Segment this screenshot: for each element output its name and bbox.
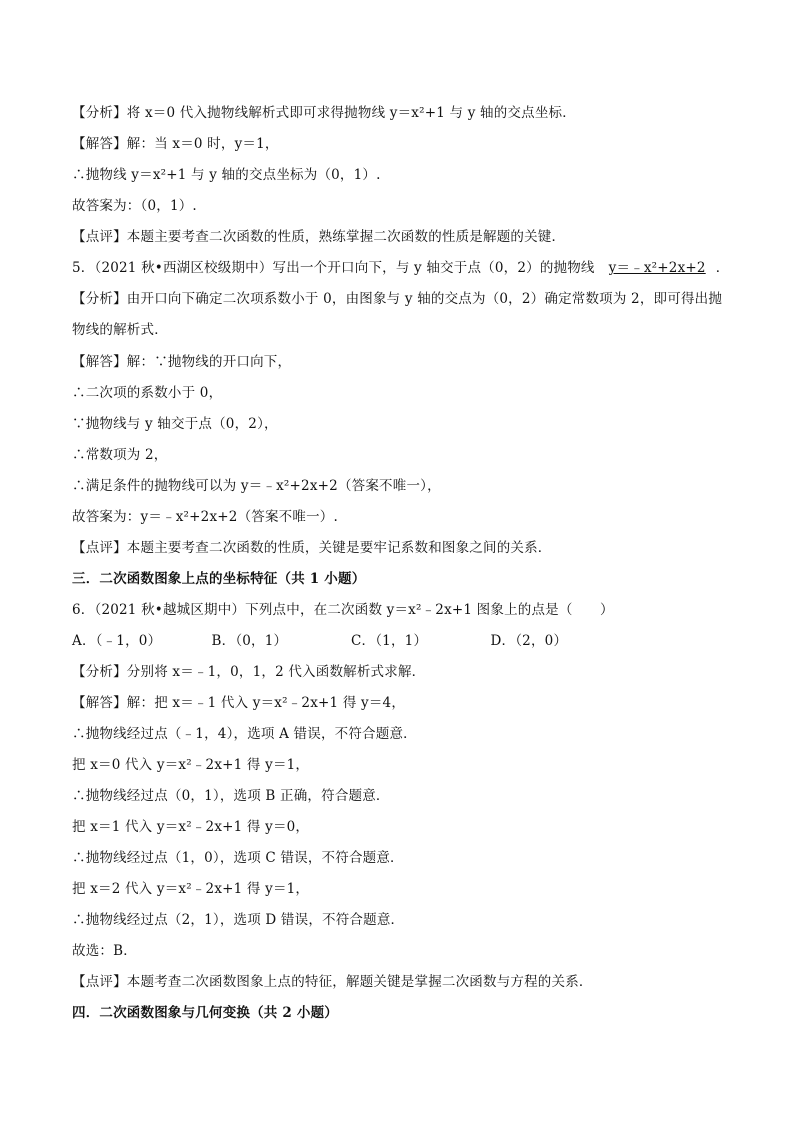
text-line: ∴抛物线 y＝x²+1 与 y 轴的交点坐标为（0，1）. bbox=[72, 167, 381, 183]
section-heading: 四．二次函数图象与几何变换（共 2 小题） bbox=[72, 1005, 338, 1021]
text-line: 物线的解析式． bbox=[72, 322, 168, 338]
text-line: 6．（2021 秋•越城区期中）下列点中，在二次函数 y＝x²﹣2x+1 图象上的点是（ ） bbox=[72, 602, 614, 618]
q6-options-row bbox=[72, 631, 734, 651]
text-line: 故答案为：（0，1）. bbox=[72, 198, 197, 214]
text-line: 【解答】解：当 x＝0 时，y＝1， bbox=[72, 136, 279, 152]
option-a: A．（﹣1，0） bbox=[72, 633, 162, 649]
text-line: 【分析】将 x＝0 代入抛物线解析式即可求得抛物线 y＝x²+1 与 y 轴的交点坐标． bbox=[72, 105, 576, 121]
text-line bbox=[72, 258, 734, 278]
text-line: 把 x＝2 代入 y＝x²﹣2x+1 得 y＝1， bbox=[72, 881, 310, 897]
text-line: 故答案为：y＝﹣x²+2x+2（答案不唯一）. bbox=[72, 509, 338, 525]
text-line: 【解答】解：∵抛物线的开口向下， bbox=[72, 354, 292, 370]
text-line: ∴抛物线经过点（0，1），选项 B 正确，符合题意． bbox=[72, 788, 390, 804]
option-d: D．（2，0） bbox=[490, 633, 568, 649]
text-line: 【解答】解：把 x＝﹣1 代入 y＝x²﹣2x+1 得 y＝4， bbox=[72, 695, 406, 711]
text-line: 【分析】分别将 x＝﹣1，0，1，2 代入函数解析式求解． bbox=[72, 664, 426, 680]
text-line: 【分析】由开口向下确定二次项系数小于 0，由图象与 y 轴的交点为（0，2）确定常数项为 2，即可得出抛 bbox=[72, 291, 723, 307]
option-b: B．（0，1） bbox=[211, 633, 288, 649]
q5-stem: 5．（2021 秋•西湖区校级期中）写出一个开口向下，与 y 轴交于点（0，2）的抛物线 bbox=[72, 260, 595, 276]
text-line: ∴二次项的系数小于 0， bbox=[72, 385, 223, 401]
q5-answer: y＝﹣x²+2x+2 bbox=[608, 260, 706, 276]
text-line: 把 x＝0 代入 y＝x²﹣2x+1 得 y＝1， bbox=[72, 757, 310, 773]
text-line: ∵抛物线与 y 轴交于点（0，2）， bbox=[72, 416, 278, 432]
q5-end: ． bbox=[715, 260, 730, 276]
text-line: ∴常数项为 2， bbox=[72, 447, 168, 463]
option-c: C．（1，1） bbox=[351, 633, 428, 649]
text-line: ∴抛物线经过点（﹣1，4），选项 A 错误，不符合题意． bbox=[72, 726, 417, 742]
text-line: ∴抛物线经过点（1，0），选项 C 错误，不符合题意． bbox=[72, 850, 404, 866]
text-line: 故选：B． bbox=[72, 943, 137, 959]
text-line: ∴满足条件的抛物线可以为 y＝﹣x²+2x+2（答案不唯一）， bbox=[72, 478, 441, 494]
text-line: 【点评】本题考查二次函数图象上点的特征，解题关键是掌握二次函数与方程的关系． bbox=[72, 974, 593, 990]
text-line: 【点评】本题主要考查二次函数的性质，熟练掌握二次函数的性质是解题的关键． bbox=[72, 229, 566, 245]
section-heading: 三．二次函数图象上点的坐标特征（共 1 小题） bbox=[72, 571, 366, 587]
text-line: 【点评】本题主要考查二次函数的性质，关键是要牢记系数和图象之间的关系． bbox=[72, 540, 552, 556]
text-line: 把 x＝1 代入 y＝x²﹣2x+1 得 y＝0， bbox=[72, 819, 310, 835]
text-line: ∴抛物线经过点（2，1），选项 D 错误，不符合题意． bbox=[72, 912, 405, 928]
